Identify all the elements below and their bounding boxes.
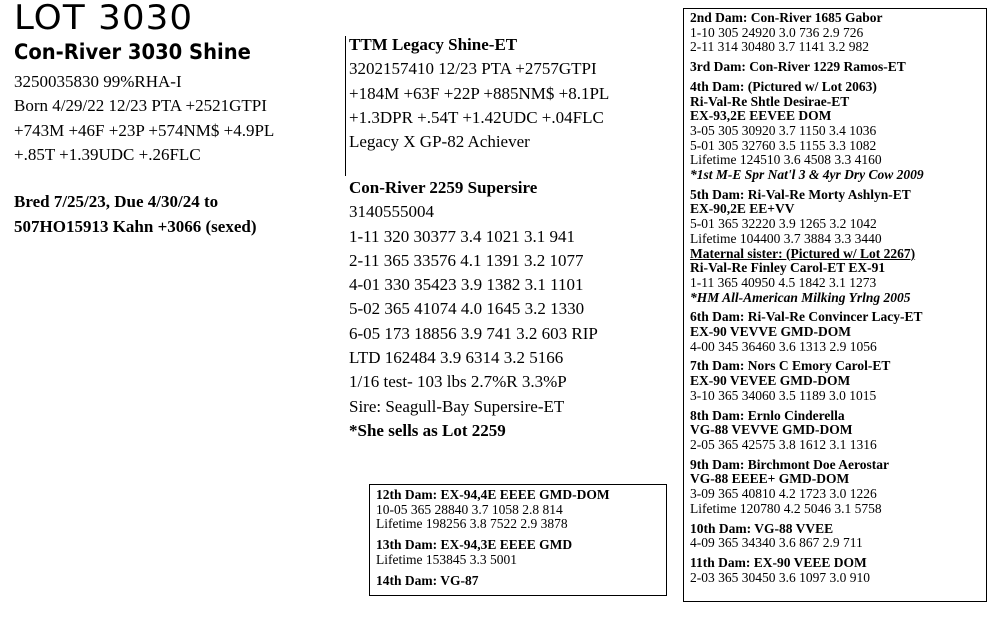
pedigree-heading: EX-90,2E EE+VV xyxy=(690,201,795,217)
pedigree-heading: 2nd Dam: Con-River 1685 Gabor xyxy=(690,10,883,25)
dam-line: 2-11 365 33576 4.1 1391 3.2 1077 xyxy=(349,250,584,270)
pedigree-record: 4-09 365 34340 3.6 867 2.9 711 xyxy=(690,535,863,551)
pedigree-heading: Ri-Val-Re Shtle Desirae-ET xyxy=(690,93,850,109)
sire-line: Legacy X GP-82 Achiever xyxy=(349,132,530,152)
cow-info xyxy=(14,70,274,167)
pedigree-heading: 11th Dam: EX-90 VEEE DOM xyxy=(690,554,867,570)
dam-line: 4-01 330 35423 3.9 1382 3.1 1101 xyxy=(349,275,584,295)
pedigree-heading: 9th Dam: Birchmont Doe Aerostar xyxy=(690,456,889,472)
pedigree-heading: *1st M-E Spr Nat'l 3 & 4yr Dry Cow 2009 xyxy=(690,167,924,183)
sire-name: TTM Legacy Shine-ET xyxy=(349,35,518,54)
pedigree-record: Lifetime 124510 3.6 4508 3.3 4160 xyxy=(690,152,882,168)
cow-birth-pta-line: Born 4/29/22 12/23 PTA +2521GTPI xyxy=(14,96,267,116)
sire-line: +1.3DPR +.54T +1.42UDC +.04FLC xyxy=(349,107,604,127)
pedigree-heading: 6th Dam: Ri-Val-Re Convincer Lacy-ET xyxy=(690,309,923,325)
bred-date-line: Bred 7/25/23, Due 4/30/24 to xyxy=(14,192,219,211)
pedigree-record: 3-05 305 30920 3.7 1150 3.4 1036 xyxy=(690,122,877,138)
pedigree-record: Lifetime 104400 3.7 3884 3.3 3440 xyxy=(690,230,882,246)
pedigree-record: 2-03 365 30450 3.6 1097 3.0 910 xyxy=(690,569,870,585)
dam-name: Con-River 2259 Supersire xyxy=(349,178,538,197)
cow-registration-line: 3250035830 99%RHA-I xyxy=(14,72,182,91)
pedigree-record: 2-05 365 42575 3.8 1612 3.1 1316 xyxy=(690,436,877,452)
pedigree-heading: 8th Dam: Ernlo Cinderella xyxy=(690,407,845,423)
pedigree-record: 10-05 365 28840 3.7 1058 2.8 814 xyxy=(376,501,563,517)
pedigree-heading: 12th Dam: EX-94,4E EEEE GMD-DOM xyxy=(376,487,610,502)
sire-divider xyxy=(345,36,346,176)
pedigree-heading: 13th Dam: EX-94,3E EEEE GMD xyxy=(376,537,573,553)
dam-line: 1/16 test- 103 lbs 2.7%R 3.3%P xyxy=(349,372,567,392)
pedigree-record: Lifetime 198256 3.8 7522 2.9 3878 xyxy=(376,516,568,532)
pedigree-record: 4-00 345 36460 3.6 1313 2.9 1056 xyxy=(690,338,877,354)
breeding-info xyxy=(14,190,257,239)
dam-line: 6-05 173 18856 3.9 741 3.2 603 RIP xyxy=(349,323,598,343)
pedigree-record: 1-10 305 24920 3.0 736 2.9 726 xyxy=(690,24,864,40)
pedigree-heading: 7th Dam: Nors C Emory Carol-ET xyxy=(690,358,891,374)
pedigree-record: 5-01 305 32760 3.5 1155 3.3 1082 xyxy=(690,137,877,153)
pedigree-record: Lifetime 120780 4.2 5046 3.1 5758 xyxy=(690,500,882,516)
lot-title: LOT 3030 xyxy=(14,0,194,38)
dam-line: 5-02 365 41074 4.0 1645 3.2 1330 xyxy=(349,299,585,319)
pedigree-heading: 10th Dam: VG-88 VVEE xyxy=(690,520,834,536)
pedigree-record: 3-10 365 34060 3.5 1189 3.0 1015 xyxy=(690,387,877,403)
dam-line: 3140555004 xyxy=(349,202,434,222)
pedigree-heading: Maternal sister: (Pictured w/ Lot 2267) xyxy=(690,245,916,261)
sire-line: +184M +63F +22P +885NM$ +8.1PL xyxy=(349,83,610,103)
pedigree-heading: 4th Dam: (Pictured w/ Lot 2063) xyxy=(690,78,877,94)
pedigree-heading: VG-88 EEEE+ GMD-DOM xyxy=(690,471,850,487)
pedigree-heading: *HM All-American Milking Yrlng 2005 xyxy=(690,289,911,305)
pedigree-heading: 14th Dam: VG-87 xyxy=(376,572,479,588)
cow-pta-line-2: +743M +46F +23P +574NM$ +4.9PL xyxy=(14,120,275,140)
sire-line: 3202157410 12/23 PTA +2757GTPI xyxy=(349,59,597,79)
pedigree-record: 5-01 365 32220 3.9 1265 3.2 1042 xyxy=(690,216,877,232)
pedigree-heading: EX-90 VEVEE GMD-DOM xyxy=(690,373,851,389)
pedigree-heading: VG-88 VEVVE GMD-DOM xyxy=(690,422,853,438)
dam-line: 1-11 320 30377 3.4 1021 3.1 941 xyxy=(349,226,576,246)
pedigree-heading: EX-93,2E EEVEE DOM xyxy=(690,108,832,124)
pedigree-record: 2-11 314 30480 3.7 1141 3.2 982 xyxy=(690,39,869,55)
dam-line: Sire: Seagull-Bay Supersire-ET xyxy=(349,396,565,416)
cow-pta-line-3: +.85T +1.39UDC +.26FLC xyxy=(14,144,201,164)
pedigree-heading: 5th Dam: Ri-Val-Re Morty Ashlyn-ET xyxy=(690,186,911,202)
pedigree-record: 1-11 365 40950 4.5 1842 3.1 1273 xyxy=(690,274,877,290)
dam-section xyxy=(349,176,598,443)
dam-line: LTD 162484 3.9 6314 3.2 5166 xyxy=(349,348,564,368)
cow-name: Con-River 3030 Shine xyxy=(14,40,251,64)
pedigree-record: 3-09 365 40810 4.2 1723 3.0 1226 xyxy=(690,486,877,502)
pedigree-record: Lifetime 153845 3.3 5001 xyxy=(376,551,517,567)
pedigree-right-content xyxy=(690,11,924,585)
pedigree-heading: Ri-Val-Re Finley Carol-ET EX-91 xyxy=(690,260,886,276)
sire-section xyxy=(349,33,609,154)
bred-sire-line: 507HO15913 Kahn +3066 (sexed) xyxy=(14,216,257,236)
pedigree-small-content xyxy=(376,488,610,588)
pedigree-heading: 3rd Dam: Con-River 1229 Ramos-ET xyxy=(690,59,906,75)
pedigree-heading: EX-90 VEVVE GMD-DOM xyxy=(690,324,851,340)
dam-sale-note: *She sells as Lot 2259 xyxy=(349,420,506,440)
